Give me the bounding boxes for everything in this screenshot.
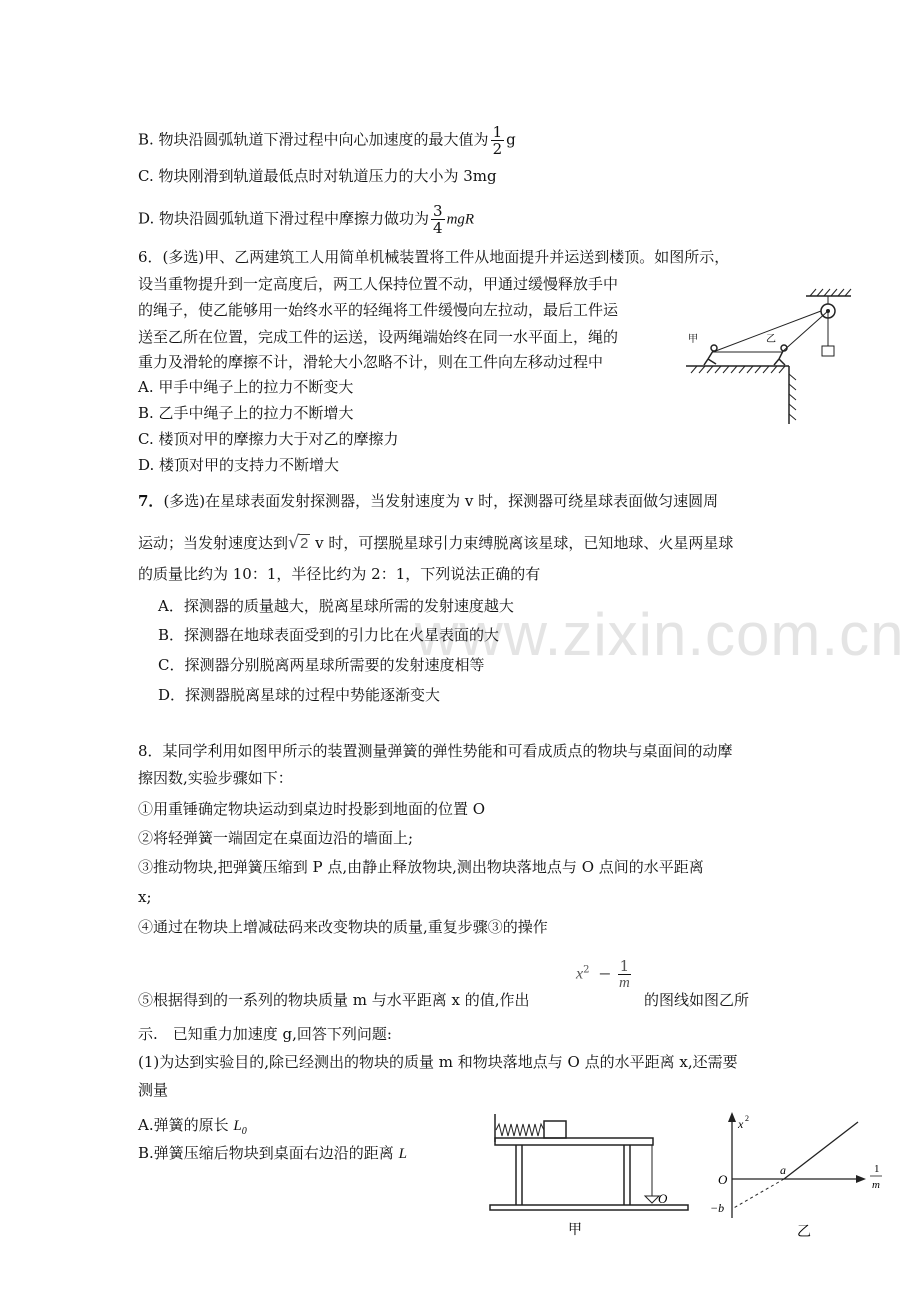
q8-apparatus-figure xyxy=(488,1112,693,1237)
weight-box-icon xyxy=(822,346,834,356)
sqrt-radicand: 2 xyxy=(300,535,309,552)
figure-yi-caption: 乙 xyxy=(797,1225,811,1240)
q6-line-5: 重力及滑轮的摩擦不计，滑轮大小忽略不计，则在工件向左移动过程中 xyxy=(138,353,604,371)
sqrt-sign-icon: √ xyxy=(288,532,300,553)
q8-option-b xyxy=(138,1143,407,1164)
q6-line-1: 6．(多选)甲、乙两建筑工人用简单机械装置将工件从地面提升并运送到楼顶。如图所示， xyxy=(138,248,730,266)
origin-label: O xyxy=(718,1172,728,1187)
q8-step-3: ③推动物块,把弹簧压缩到 P 点,由静止释放物块,测出物块落地点与 O 点间的水平距离 xyxy=(138,858,704,876)
q8-step-2: ②将轻弹簧一端固定在桌面边沿的墙面上; xyxy=(138,829,414,847)
formula-fraction xyxy=(618,958,632,991)
spring-icon xyxy=(496,1124,544,1136)
q8-graph-figure xyxy=(700,1108,900,1248)
q6-line-3: 的绳子，使乙能够用一始终水平的轻绳将工件缓慢向左拉动，最后工件运 xyxy=(138,301,619,319)
formula-exponent: 2 xyxy=(583,964,590,976)
q8-question-1: (1)为达到实验目的,除已经测出的物块的质量 m 和物块落地点与 O 点的水平距离 x,还需要 xyxy=(138,1053,738,1071)
q6-option-a: A. 甲手中绳子上的拉力不断变大 xyxy=(138,378,354,396)
q8-option-a xyxy=(138,1115,247,1142)
graph-line xyxy=(784,1122,858,1179)
x-axis-arrow-icon xyxy=(856,1175,866,1183)
q7-line-1 xyxy=(138,491,718,511)
q8-step-4: ④通过在物块上增减砝码来改变物块的质量,重复步骤③的操作 xyxy=(138,918,548,936)
q8-formula xyxy=(576,958,633,991)
q8-option-a-sub: 0 xyxy=(241,1126,247,1137)
q6-pulley-figure xyxy=(686,284,864,429)
y-axis-exponent: 2 xyxy=(745,1114,749,1123)
intercept-a-label: a xyxy=(780,1163,786,1177)
worker-jia-icon xyxy=(704,345,717,365)
q6-option-c: C. 楼顶对甲的摩擦力大于对乙的摩擦力 xyxy=(138,430,399,448)
q5-option-b-unit: g xyxy=(506,130,516,149)
q8-step-5b: 示. 已知重力加速度 g,回答下列问题: xyxy=(138,1025,392,1043)
label-yi: 乙 xyxy=(766,334,776,345)
watermark: www.zixin.com.cn xyxy=(415,601,905,668)
q5-option-c: C. 物块刚滑到轨道最低点时对轨道压力的大小为 3mg xyxy=(138,167,497,185)
q8-line-1: 8．某同学利用如图甲所示的装置测量弹簧的弹性势能和可看成质点的物块与桌面间的动摩 xyxy=(138,742,733,760)
sqrt-expression xyxy=(288,533,310,554)
y-axis-label: x xyxy=(738,1117,744,1131)
label-jia: 甲 xyxy=(688,334,698,345)
fraction-denominator: m xyxy=(619,975,630,991)
fraction-numerator: 1 xyxy=(492,123,503,141)
q8-step-3b: x; xyxy=(138,888,152,906)
fraction-denominator: 4 xyxy=(433,219,443,237)
graph-dashed-extension xyxy=(732,1179,784,1209)
q8-option-b-text: B.弹簧压缩后物块到桌面右边沿的距离 xyxy=(138,1144,399,1162)
q8-step-5: ⑤根据得到的一系列的物块质量 m 与水平距离 x 的值,作出 xyxy=(138,991,530,1009)
q5-option-d xyxy=(138,203,474,236)
q7-option-d: D．探测器脱离星球的过程中势能逐渐变大 xyxy=(158,686,441,704)
y-axis-arrow-icon xyxy=(728,1112,736,1122)
x-axis-denominator: m xyxy=(872,1179,880,1191)
q7-line-3: 的质量比约为 10：1，半径比约为 2：1，下列说法正确的有 xyxy=(138,565,541,583)
q6-option-b: B. 乙手中绳子上的拉力不断增大 xyxy=(138,404,354,422)
figure-jia-caption: 甲 xyxy=(568,1223,582,1237)
block-icon xyxy=(544,1121,566,1138)
q8-option-a-text: A.弹簧的原长 xyxy=(138,1116,234,1134)
q7-number: 7． xyxy=(138,492,164,510)
q7-tag: (多选) xyxy=(163,492,206,510)
fraction-denominator: 2 xyxy=(492,140,503,158)
q7-option-b: B．探测器在地球表面受到的引力比在火星表面的大 xyxy=(158,626,500,644)
q8-question-1b: 测量 xyxy=(138,1081,169,1099)
q8-option-b-var: L xyxy=(398,1146,407,1162)
q7-line-2-post: v 时，可摆脱星球引力束缚脱离该星球，已知地球、火星两星球 xyxy=(310,534,734,552)
intercept-b-label: −b xyxy=(710,1201,725,1215)
q8-option-a-var: L xyxy=(233,1118,242,1134)
fraction-numerator: 3 xyxy=(433,202,443,220)
fraction-half xyxy=(491,124,505,157)
point-o-label: O xyxy=(658,1191,668,1206)
q7-line-2 xyxy=(138,533,733,554)
q7-line-1-text: 在星球表面发射探测器，当发射速度为 v 时，探测器可绕星球表面做匀速圆周 xyxy=(205,492,719,510)
q5-option-b xyxy=(138,124,516,157)
q8-step-1: ①用重锤确定物块运动到桌边时投影到地面的位置 O xyxy=(138,800,486,818)
q7-option-a: A．探测器的质量越大，脱离星球所需的发射速度越大 xyxy=(158,597,514,615)
q8-step-5-post: 的图线如图乙所 xyxy=(644,991,750,1009)
q7-option-c: C．探测器分别脱离两星球所需要的发射速度相等 xyxy=(158,656,485,674)
q5-option-d-expr: mgR xyxy=(446,211,475,228)
fraction-three-quarters xyxy=(431,203,445,236)
plumb-bob-icon xyxy=(645,1196,659,1203)
q5-option-b-text: B. 物块沿圆弧轨道下滑过程中向心加速度的最大值为 xyxy=(138,130,489,149)
q6-line-4: 送至乙所在位置，完成工件的运送，设两绳端始终在同一水平面上，绳的 xyxy=(138,328,619,346)
x-axis-numerator: 1 xyxy=(874,1163,880,1175)
fraction-numerator: 1 xyxy=(619,957,630,975)
q5-option-d-text: D. 物块沿圆弧轨道下滑过程中摩擦力做功为 xyxy=(138,209,430,228)
q6-line-2: 设当重物提升到一定高度后，两工人保持位置不动，甲通过缓慢释放手中 xyxy=(138,275,619,293)
q6-option-d: D. 楼顶对甲的支持力不断增大 xyxy=(138,456,340,474)
q7-line-2-pre: 运动；当发射速度达到 xyxy=(138,534,289,552)
q8-line-2: 擦因数,实验步骤如下： xyxy=(138,769,293,787)
worker-yi-icon xyxy=(774,345,787,365)
formula-x: x xyxy=(576,965,584,983)
formula-minus: − xyxy=(598,963,612,983)
